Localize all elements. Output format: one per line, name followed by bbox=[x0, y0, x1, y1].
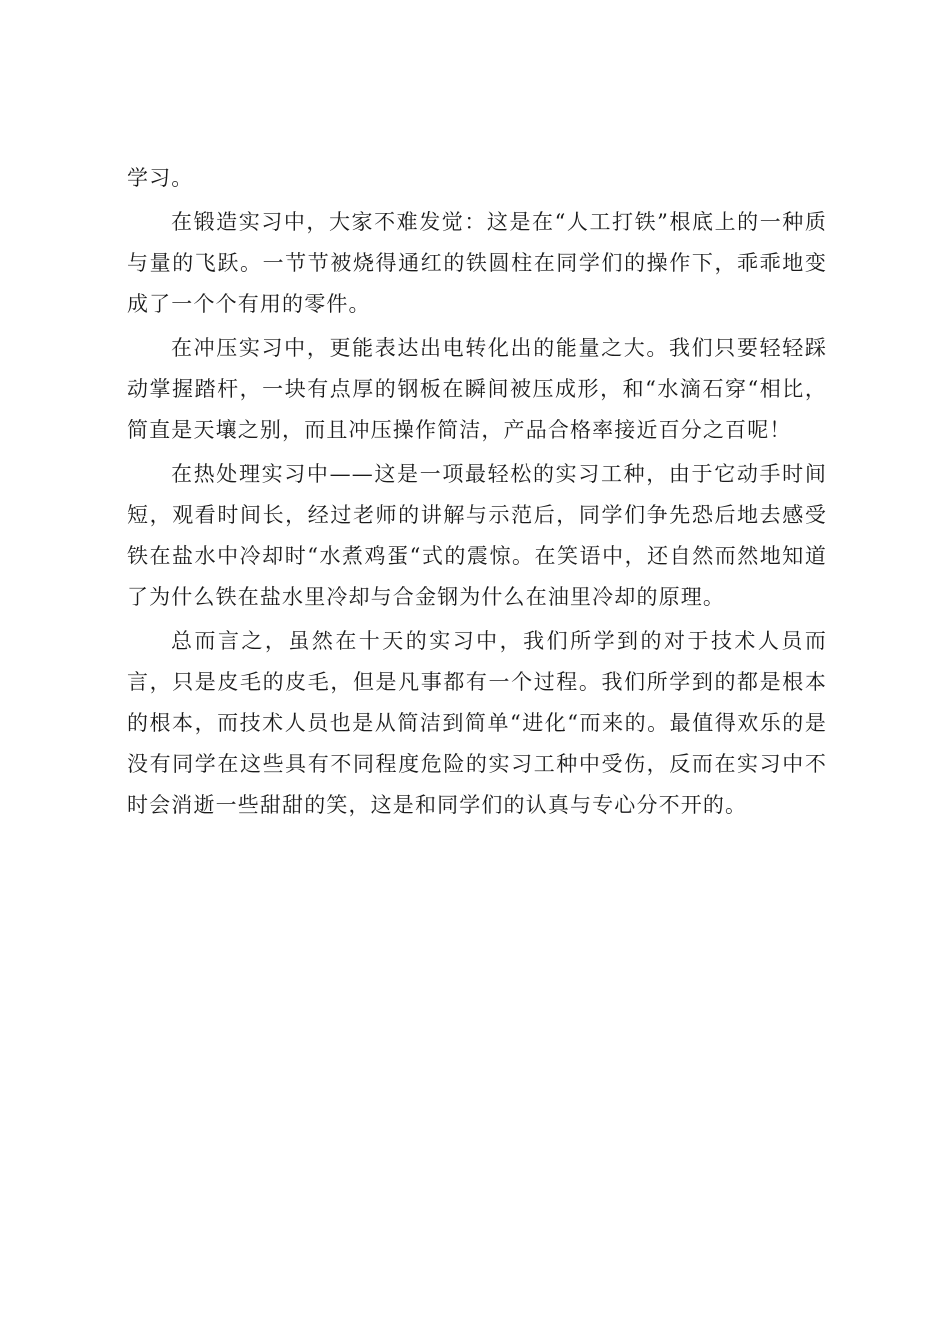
paragraph-stamping: 在冲压实习中，更能表达出电转化出的能量之大。我们只要轻轻踩动掌握踏杆，一块有点厚的钢板在瞬间被压成形，和“水滴石穿“相比，简直是天壤之别，而且冲压操作简洁，产品合格率接近百分之百呢！ bbox=[127, 336, 827, 442]
paragraph-forging: 在锻造实习中，大家不难发觉：这是在“人工打铁”根底上的一种质与量的飞跃。一节节被烧得通红的铁圆柱在同学们的操作下，乖乖地变成了一个个有用的零件。 bbox=[127, 210, 827, 316]
document-body bbox=[127, 158, 827, 829]
paragraph-conclusion: 总而言之，虽然在十天的实习中，我们所学到的对于技术人员而言，只是皮毛的皮毛，但是凡事都有一个过程。我们所学到的都是根本的根本，而技术人员也是从简洁到简单“进化“而来的。最值得欢乐的是没有同学在这些具有不同程度危险的实习工种中受伤，反而在实习中不时会消逝一些甜甜的笑，这是和同学们的认真与专心分不开的。 bbox=[127, 629, 827, 817]
paragraph-continued: 学习。 bbox=[127, 166, 194, 190]
paragraph-heat-treatment: 在热处理实习中——这是一项最轻松的实习工种，由于它动手时间短，观看时间长，经过老师的讲解与示范后，同学们争先恐后地去感受铁在盐水中冷却时“水煮鸡蛋“式的震惊。在笑语中，还自然而然地知道了为什么铁在盐水里冷却与合金钢为什么在油里冷却的原理。 bbox=[127, 462, 827, 609]
